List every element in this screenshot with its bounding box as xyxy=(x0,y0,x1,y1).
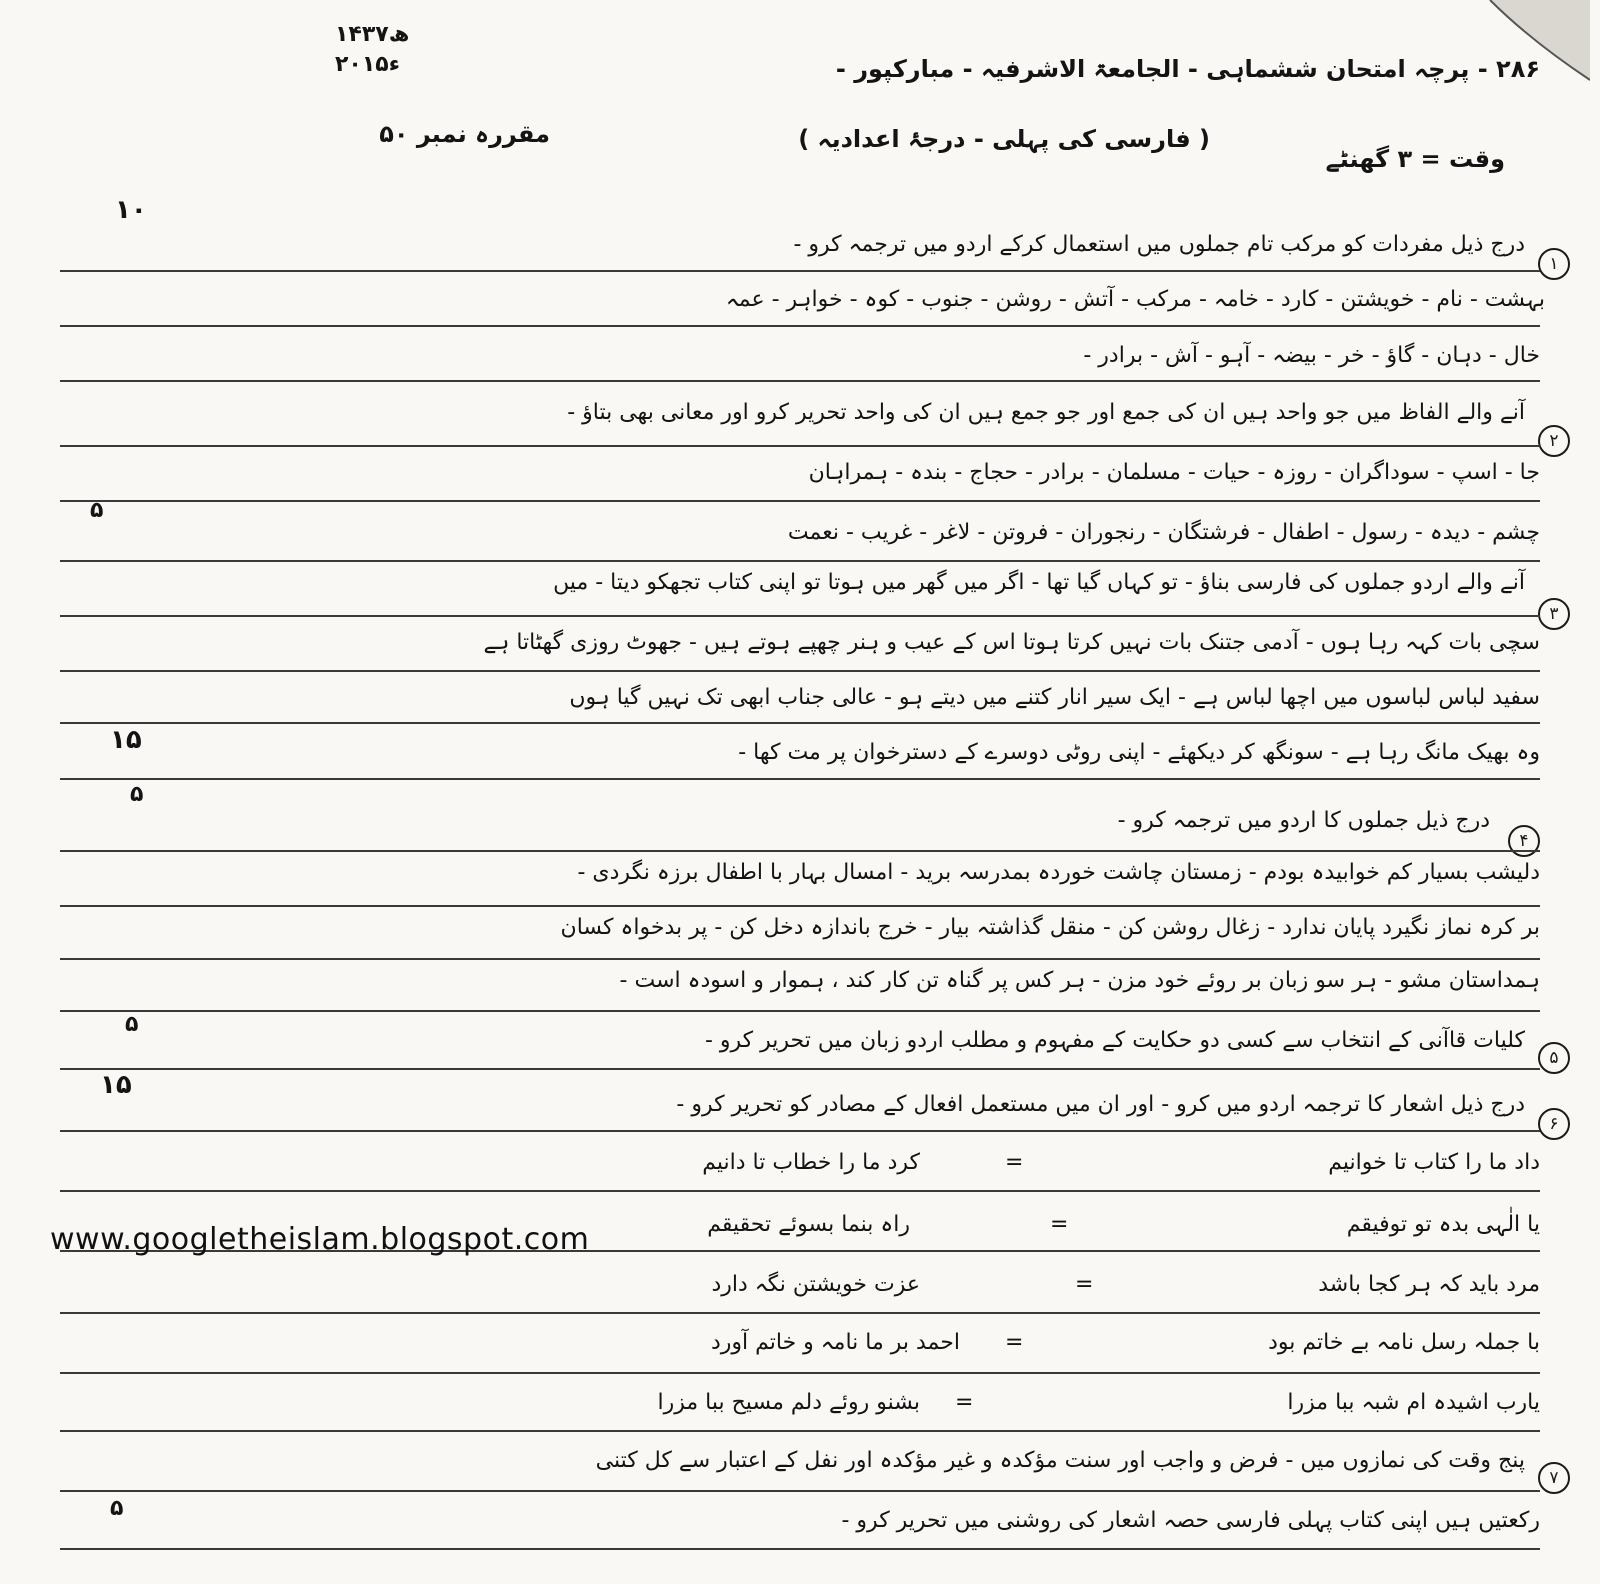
couplet-separator: = xyxy=(955,1390,974,1415)
rule xyxy=(60,560,1540,562)
rule xyxy=(60,905,1540,907)
rule xyxy=(60,1372,1540,1374)
q7-line-2: رکعتیں ہیں اپنی کتاب پہلی فارسی حصہ اشعار کی روشنی میں تحریر کرو - xyxy=(841,1508,1540,1533)
q5-number: ۵ xyxy=(1538,1042,1570,1074)
q3-marks: ۱۵ xyxy=(110,725,142,755)
exam-subject: ( فارسی کی پہلی - درجۂ اعدادیہ ) xyxy=(798,125,1210,153)
rule xyxy=(60,1068,1540,1070)
q7-marks: ۵ xyxy=(110,1496,124,1521)
q1-number: ۱ xyxy=(1538,248,1570,280)
rule xyxy=(60,1190,1540,1192)
q7-line-1: پنج وقت کی نمازوں میں - فرض و واجب اور سنت مؤکدہ و غیر مؤکدہ اور نفل کے اعتبار سے کل کتنی xyxy=(595,1448,1525,1473)
rule xyxy=(60,1490,1540,1492)
q5-marks: ۵ xyxy=(125,1012,139,1037)
couplet-5-second: بشنو روئے دلم مسیح ببا مزرا xyxy=(657,1390,920,1415)
q1-line-1: درج ذیل مفردات کو مرکب تام جملوں میں استعمال کرکے اردو میں ترجمہ کرو - xyxy=(793,232,1525,257)
exam-time: وقت = ۳ گھنٹے xyxy=(1325,145,1505,173)
rule xyxy=(60,380,1540,382)
q1-marks: ۱۰ xyxy=(115,195,147,225)
couplet-separator: = xyxy=(1050,1212,1069,1237)
couplet-3-second: عزت خویشتن نگہ دارد xyxy=(711,1272,920,1297)
rule xyxy=(60,1430,1540,1432)
couplet-separator: = xyxy=(1075,1272,1094,1297)
q1-line-2: بہشت - نام - خویشتن - کارد - خامہ - مرکب - آتش - روشن - جنوب - کوہ - خواہر - عمہ xyxy=(725,287,1545,312)
rule xyxy=(60,1130,1540,1132)
q6-number: ۶ xyxy=(1538,1108,1570,1140)
q4-line-1: درج ذیل جملوں کا اردو میں ترجمہ کرو - xyxy=(1117,808,1490,833)
q7-number: ۷ xyxy=(1538,1462,1570,1494)
rule xyxy=(60,1548,1540,1550)
q3-line-2: سچی بات کہہ رہا ہوں - آدمی جتنک بات نہیں کرتا ہوتا اس کے عیب و ہنر چھپے ہوتے ہیں - جھوٹ روزی گھٹاتا ہے xyxy=(483,630,1540,655)
couplet-4-second: احمد بر ما نامہ و خاتم آورد xyxy=(710,1330,960,1355)
couplet-separator: = xyxy=(1005,1330,1024,1355)
q2-number: ۲ xyxy=(1538,425,1570,457)
q3-line-1: آنے والے اردو جملوں کی فارسی بناؤ - تو کہاں گیا تھا - اگر میں گھر میں ہوتا تو اپنی کتاب تجھکو دیتا - میں xyxy=(553,570,1525,595)
rule xyxy=(60,1312,1540,1314)
rule xyxy=(60,270,1540,272)
couplet-2-second: راہ بنما بسوئے تحقیقم xyxy=(707,1212,910,1237)
rule xyxy=(60,958,1540,960)
q3-line-4: وہ بھیک مانگ رہا ہے - سونگھ کر دیکھئے - اپنی روٹی دوسرے کے دسترخوان پر مت کھا - xyxy=(738,740,1540,765)
couplet-1-first: داد ما را کتاب تا خوانیم xyxy=(1328,1150,1540,1175)
blog-watermark: www.googletheislam.blogspot.com xyxy=(50,1222,590,1257)
q4-line-4: ہمداستان مشو - ہر سو زبان بر روئے خود مزن - ہر کس پر گناہ تن کار کند ، ہموار و اسودہ است - xyxy=(619,968,1540,993)
couplet-3-first: مرد باید کہ ہر کجا باشد xyxy=(1318,1272,1540,1297)
rule xyxy=(60,670,1540,672)
q2-line-3: چشم - دیدہ - رسول - اطفال - فرشتگان - رنجوران - فروتن - لاغر - غریب - نعمت xyxy=(787,520,1540,545)
couplet-1-second: کرد ما را خطاب تا دانیم xyxy=(702,1150,920,1175)
q5-line-1: کلیات قاآنی کے انتخاب سے کسی دو حکایت کے مفہوم و مطلب اردو زبان میں تحریر کرو - xyxy=(704,1028,1525,1053)
q1-line-3: خال - دہان - گاؤ - خر - بیضہ - آہو - آش - برادر - xyxy=(1083,343,1540,368)
couplet-2-first: یا الٰہی بدہ تو توفیقم xyxy=(1346,1212,1540,1237)
q4-number: ۴ xyxy=(1508,825,1540,857)
rule xyxy=(60,615,1540,617)
q3-number: ۳ xyxy=(1538,598,1570,630)
rule xyxy=(60,445,1540,447)
q2-line-1: آنے والے الفاظ میں جو واحد ہیں ان کی جمع اور جو جمع ہیں ان کی واحد تحریر کرو اور معانی بھی بتاؤ - xyxy=(567,400,1525,425)
couplet-separator: = xyxy=(1005,1150,1024,1175)
full-marks: مقررہ نمبر ۵۰ xyxy=(379,120,550,148)
q4-line-2: دلیشب بسیار کم خوابیدہ بودم - زمستان چاشت خوردہ بمدرسہ برید - امسال بہار با اطفال برزہ نگردی - xyxy=(577,860,1540,885)
q4-line-3: بر کرہ نماز نگیرد پایان ندارد - زغال روشن کن - منقل گذاشتہ بیار - خرج باندازہ دخل کن - پر بدخواہ کسان xyxy=(560,915,1540,940)
q4-marks: ۵ xyxy=(130,782,144,807)
rule xyxy=(60,500,1540,502)
q2-line-2: جا - اسپ - سوداگران - روزہ - حیات - مسلمان - برادر - حجاج - بندہ - ہمراہان xyxy=(808,460,1540,485)
rule xyxy=(60,1010,1540,1012)
rule xyxy=(60,722,1540,724)
q6-marks: ۱۵ xyxy=(100,1070,132,1100)
rule xyxy=(60,778,1540,780)
exam-title: ۲۸۶ - پرچہ امتحان ششماہی - الجامعۃ الاشرفیہ - مبارکپور - xyxy=(835,55,1540,83)
date-hijri: ۱۴۳۷ھ xyxy=(335,22,410,47)
q6-line-1: درج ذیل اشعار کا ترجمہ اردو میں کرو - اور ان میں مستعمل افعال کے مصادر کو تحریر کرو - xyxy=(676,1092,1525,1117)
q3-line-3: سفید لباس لباسوں میں اچھا لباس ہے - ایک سیر انار کتنے میں دیتے ہو - عالی جناب ابھی تک نہیں گیا ہوں xyxy=(569,685,1540,710)
rule xyxy=(60,850,1540,852)
q2-marks: ۵ xyxy=(90,498,104,523)
couplet-4-first: با جملہ رسل نامہ بے خاتم بود xyxy=(1268,1330,1540,1355)
couplet-5-first: یارب اشیدہ ام شبہ ببا مزرا xyxy=(1287,1390,1540,1415)
date-gregorian: ۲۰۱۵ء xyxy=(335,52,400,77)
rule xyxy=(60,325,1540,327)
